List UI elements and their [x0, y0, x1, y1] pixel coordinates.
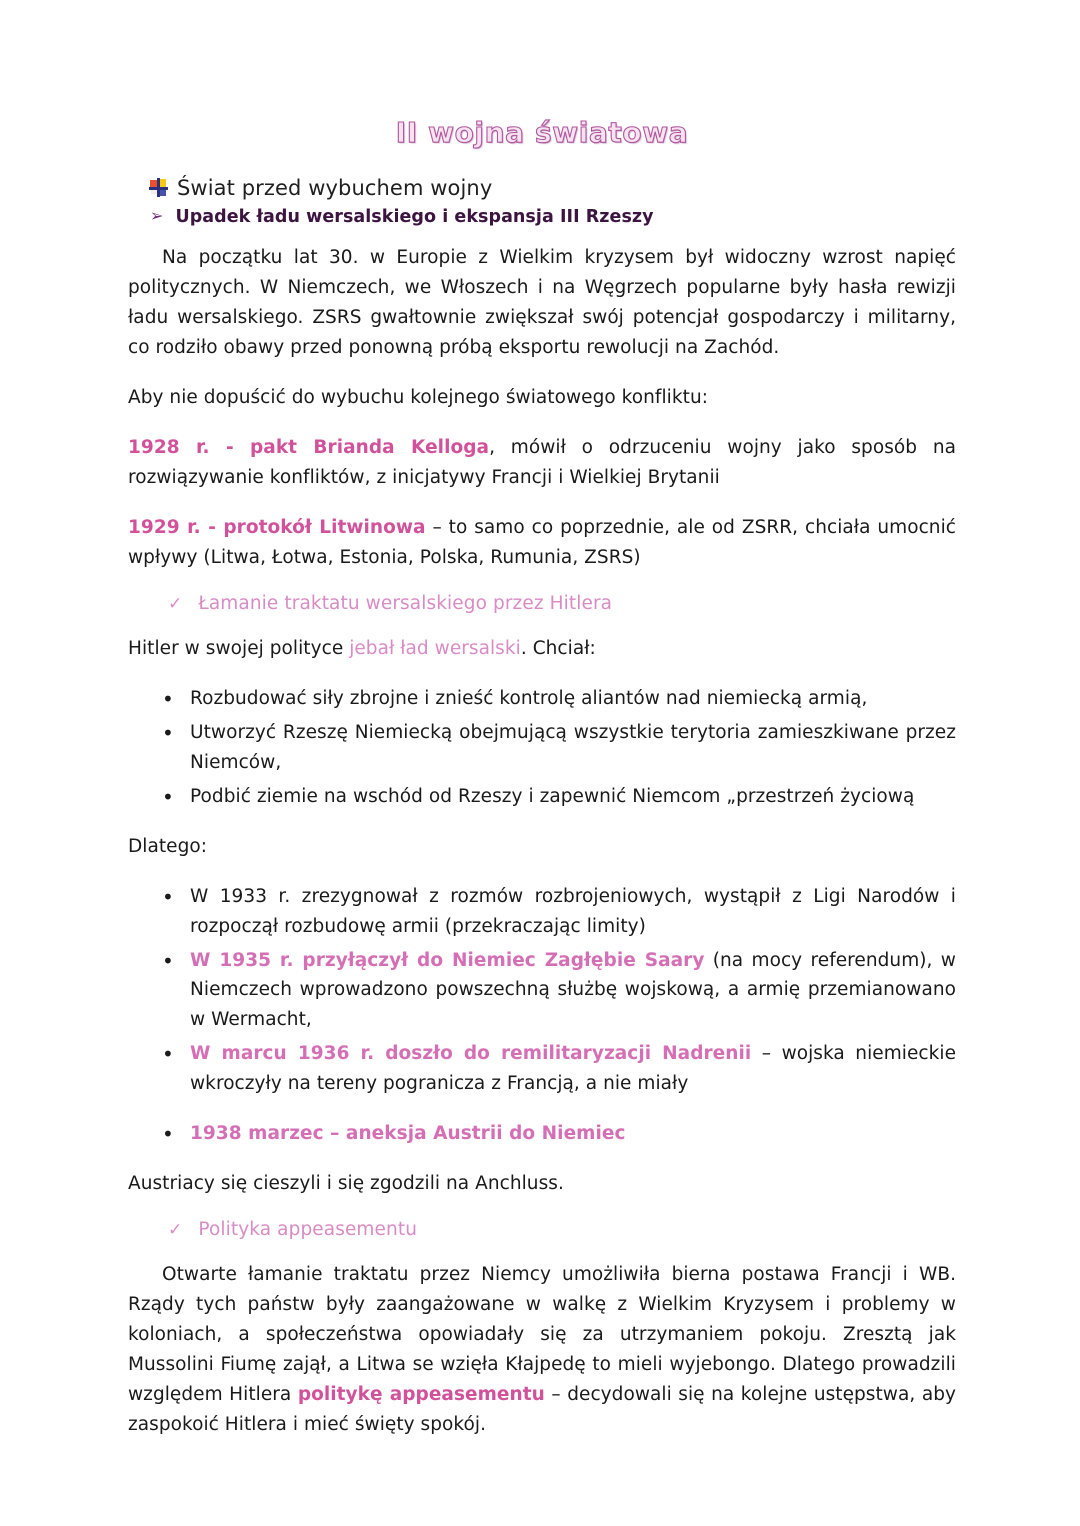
heading-level-2 [150, 207, 956, 227]
heading-check-1-label: Łamanie traktatu wersalskiego przez Hitlera [198, 592, 613, 614]
arrow-bullet-icon: ➢ [150, 206, 164, 226]
appeasement-highlight: politykę appeasementu [297, 1384, 545, 1406]
pact-1-rest: , mówił o odrzuceniu wojny jako sposób na rozwiązywanie konfliktów, z inicjatywy Francji i Wielkiej Brytanii [128, 436, 956, 488]
heading-level-1-label: Świat przed wybuchem wojny [177, 175, 493, 200]
paragraph-anschluss: Austriacy się cieszyli i się zgodzili na Anchluss. [128, 1173, 564, 1195]
list-item [128, 684, 956, 714]
list-hitler-goals [128, 684, 956, 812]
appeasement-part-1: Otwarte łamanie traktatu przez Niemcy umożliwiła bierna postawa Francji i WB. Rządy tych państw były zaangażowane w walkę z Wielkim Kryzysem i problemy w koloniach, a społeczeństwa opowiadały się za utrzymaniem pokoju. Zresztą jak Mussolini Fiumę zajął, a Litwa se wzięła Kłajpedę to mieli wyjebongo. Dlatego prowadzili względem Hitlera [128, 1264, 956, 1406]
goal-3-text: Podbić ziemie na wschód od Rzeszy i zapewnić Niemcom „przestrzeń życiową [190, 785, 915, 807]
action-2-highlight: W 1935 r. przyłączył do Niemiec Zagłębie Saary [190, 949, 705, 971]
list-item [128, 1039, 956, 1099]
check-bullet-icon: ✓ [168, 593, 183, 614]
hitler-policy-highlight: jebał ład wersalski [349, 637, 521, 659]
action-1-rest: W 1933 r. zrezygnował z rozmów rozbrojeniowych, wystąpił z Ligi Narodów i rozpoczął rozbudowę armii (przekraczając limity) [190, 885, 956, 937]
check-bullet-icon: ✓ [168, 1220, 183, 1241]
heading-level-1 [150, 175, 956, 201]
paragraph-dlatego: Dlatego: [128, 835, 208, 857]
pact-1-highlight: 1928 r. - pakt Brianda Kelloga [128, 436, 490, 458]
page-title: II wojna światowa [395, 116, 689, 149]
heading-check-2-label: Polityka appeasementu [198, 1219, 418, 1241]
paragraph-lead-in: Aby nie dopuścić do wybuchu kolejnego światowego konfliktu: [128, 386, 708, 408]
appeasement-part-2: – decydowali się na kolejne ustępstwa, aby zaspokoić Hitlera i mieć święty spokój. [128, 1384, 956, 1436]
list-item [128, 782, 956, 812]
goal-2-text: Utworzyć Rzeszę Niemiecką obejmującą wszystkie terytoria zamieszkiwane przez Niemców, [190, 721, 956, 773]
pinwheel-bullet-icon [150, 179, 167, 196]
action-3-rest: – wojska niemieckie wkroczyły na tereny pogranicza z Francją, a nie miały [190, 1043, 957, 1095]
action-2-rest: (na mocy referendum), w Niemczech wprowadzono powszechną służbę wojskową, a armię przemianowano w Wermacht, [190, 949, 956, 1031]
list-item [128, 946, 956, 1036]
paragraph-hitler-policy [128, 634, 956, 664]
paragraph-intro: Na początku lat 30. w Europie z Wielkim kryzysem był widoczny wzrost napięć politycznych. W Niemczech, we Włoszech i na Węgrzech popularne były hasła rewizji ładu wersalskiego. ZSRS gwałtownie zwiększał swój potencjał gospodarczy i militarny, co rodziło obawy przed ponowną próbą eksportu rewolucji na Zachód. [128, 247, 956, 358]
list-actions [128, 882, 956, 1150]
list-item [128, 882, 956, 942]
pact-2-rest: – to samo co poprzednie, ale od ZSRR, chciała umocnić wpływy (Litwa, Łotwa, Estonia, Polska, Rumunia, ZSRS) [128, 516, 956, 568]
hitler-policy-after: . Chciał: [520, 637, 596, 659]
action-3-highlight: W marcu 1936 r. doszło do remilitaryzacji Nadrenii [190, 1043, 752, 1065]
paragraph-pact-2 [128, 513, 956, 573]
action-4-highlight: 1938 marzec – aneksja Austrii do Niemiec [190, 1123, 626, 1145]
heading-check-2 [168, 1219, 956, 1240]
heading-check-1 [168, 593, 956, 614]
list-item [128, 718, 956, 778]
heading-level-2-label: Upadek ładu wersalskiego i ekspansja III Rzeszy [175, 207, 654, 228]
document-content [128, 118, 956, 1460]
hitler-policy-before: Hitler w swojej polityce [128, 637, 350, 659]
list-item [128, 1119, 956, 1149]
paragraph-pact-1 [128, 433, 956, 493]
paragraph-appeasement [128, 1260, 956, 1440]
pact-2-highlight: 1929 r. - protokół Litwinowa [128, 516, 426, 538]
goal-1-text: Rozbudować siły zbrojne i znieść kontrolę aliantów nad niemiecką armią, [190, 687, 868, 709]
